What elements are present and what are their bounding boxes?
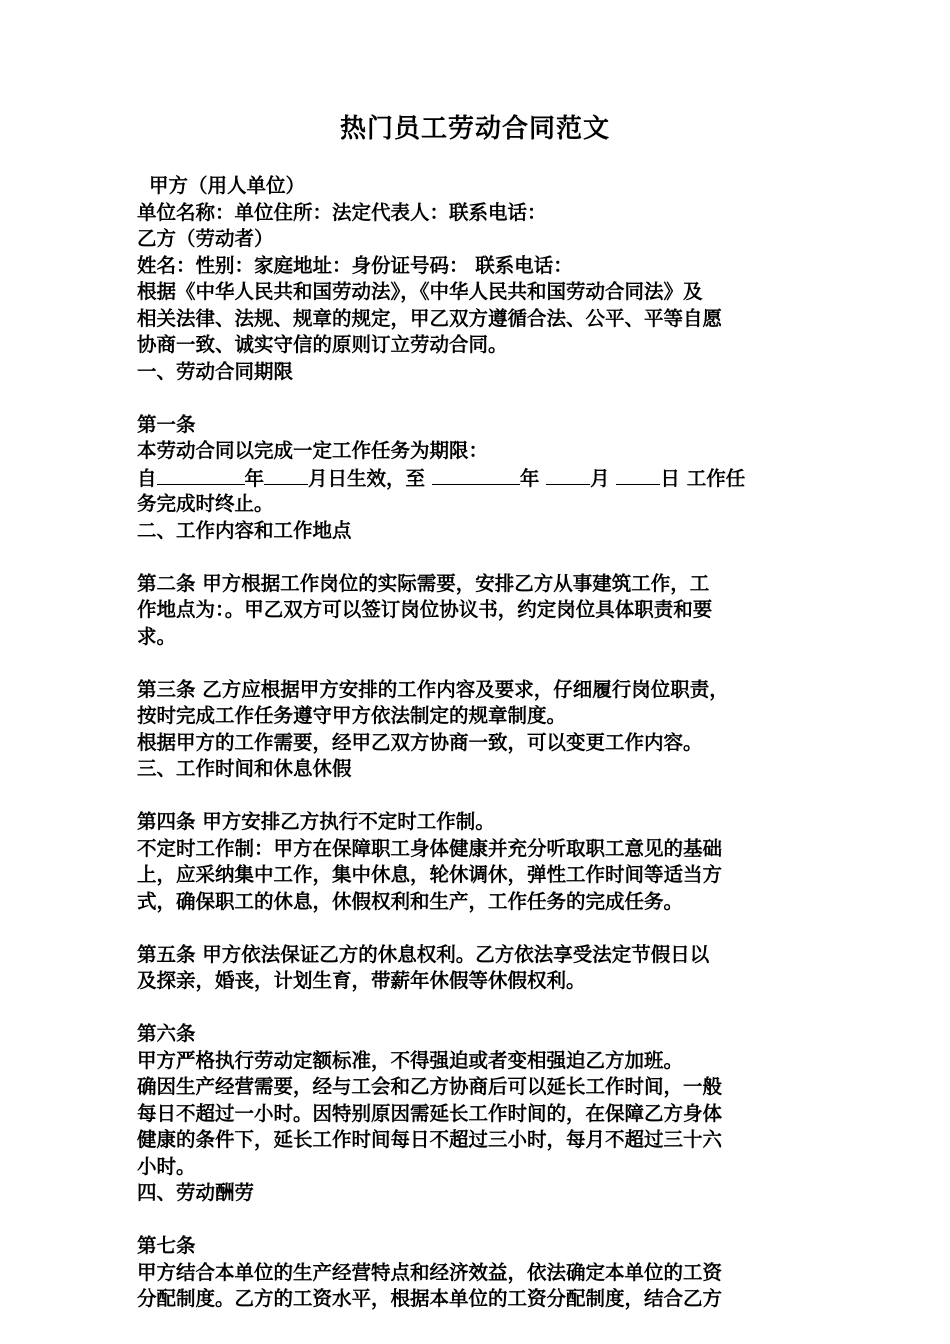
preamble-line: 相关法律、法规、规章的规定，甲乙双方遵循合法、公平、平等自愿	[137, 306, 723, 330]
article-line: 健康的条件下，延长工作时间每日不超过三小时，每月不超过三十六	[137, 1128, 723, 1151]
spacer	[137, 650, 837, 677]
date-text: 自 年 月日生效，至 年 月 日 工作任	[137, 466, 746, 490]
party-a-heading: 甲方（用人单位）	[149, 174, 306, 197]
spacer	[137, 385, 837, 412]
article-line: 小时。	[137, 1154, 196, 1178]
party-b-fields: 姓名：性别：家庭地址：身份证号码： 联系电话：	[137, 253, 573, 277]
article-line: 式，确保职工的休息，休假权利和生产，工作任务的完成任务。	[137, 889, 684, 913]
section-heading: 一、劳动合同期限	[137, 359, 294, 383]
spacer	[137, 783, 837, 810]
article-line: 每日不超过一小时。因特别原因需延长工作时间的，在保障乙方身体	[137, 1101, 723, 1125]
article-line: 作地点为：。甲乙双方可以签订岗位协议书，约定岗位具体职责和要	[137, 598, 713, 621]
article-title: 第七条	[137, 1234, 196, 1257]
article-line: 务完成时终止。	[137, 492, 274, 515]
article-line: 分配制度。乙方的工资水平，根据本单位的工资分配制度，结合乙方	[137, 1287, 723, 1310]
article-line: 甲方结合本单位的生产经营特点和经济效益，依法确定本单位的工资	[137, 1260, 723, 1284]
article-line: 第二条 甲方根据工作岗位的实际需要，安排乙方从事建筑工作，工	[137, 571, 710, 595]
article-line: 确因生产经营需要，经与工会和乙方协商后可以延长工作时间，一般	[137, 1075, 723, 1098]
spacer	[137, 915, 837, 942]
article-line: 求。	[137, 624, 177, 648]
article-line: 按时完成工作任务遵守甲方依法制定的规章制度。	[137, 704, 567, 727]
article-line: 不定时工作制：甲方在保障职工身体健康并充分听取职工意见的基础	[137, 836, 723, 860]
article-line: 及探亲，婚丧，计划生育，带薪年休假等休假权利。	[137, 969, 586, 992]
party-a-fields: 单位名称：单位住所：法定代表人：联系电话：	[137, 200, 547, 224]
section-heading: 四、劳动酬劳	[137, 1181, 255, 1204]
spacer	[137, 544, 837, 571]
article-line: 第三条 乙方应根据甲方安排的工作内容及要求，仔细履行岗位职责，	[137, 677, 729, 701]
preamble-line: 协商一致、诚实守信的原则订立劳动合同。	[137, 333, 508, 356]
spacer	[137, 1207, 837, 1234]
party-b-heading: 乙方（劳动者）	[137, 227, 274, 250]
article-line: 第四条 甲方安排乙方执行不定时工作制。	[137, 810, 495, 833]
start-year-blank	[157, 465, 245, 485]
document-body	[137, 173, 837, 1313]
contract-term-dates	[137, 465, 837, 492]
start-month-blank	[264, 465, 308, 485]
article-line: 本劳动合同以完成一定工作任务为期限：	[137, 439, 489, 462]
article-title: 第六条	[137, 1022, 196, 1045]
article-line: 根据甲方的工作需要，经甲乙双方协商一致，可以变更工作内容。	[137, 730, 703, 754]
article-line: 甲方严格执行劳动定额标准，不得强迫或者变相强迫乙方加班。	[137, 1048, 684, 1072]
spacer	[137, 995, 837, 1022]
end-day-blank	[616, 465, 660, 485]
document-title: 热门员工劳动合同范文	[339, 114, 610, 144]
article-title: 第一条	[137, 412, 196, 436]
section-heading: 二、工作内容和工作地点	[137, 518, 352, 542]
section-heading: 三、工作时间和休息休假	[137, 757, 352, 780]
article-line: 上，应采纳集中工作，集中休息，轮休调休，弹性工作时间等适当方	[137, 863, 723, 886]
preamble-line: 根据《中华人民共和国劳动法》，《中华人民共和国劳动合同法》及	[137, 280, 703, 303]
end-year-blank	[432, 465, 520, 485]
article-line: 第五条 甲方依法保证乙方的休息权利。乙方依法享受法定节假日以	[137, 942, 710, 966]
end-month-blank	[546, 465, 590, 485]
